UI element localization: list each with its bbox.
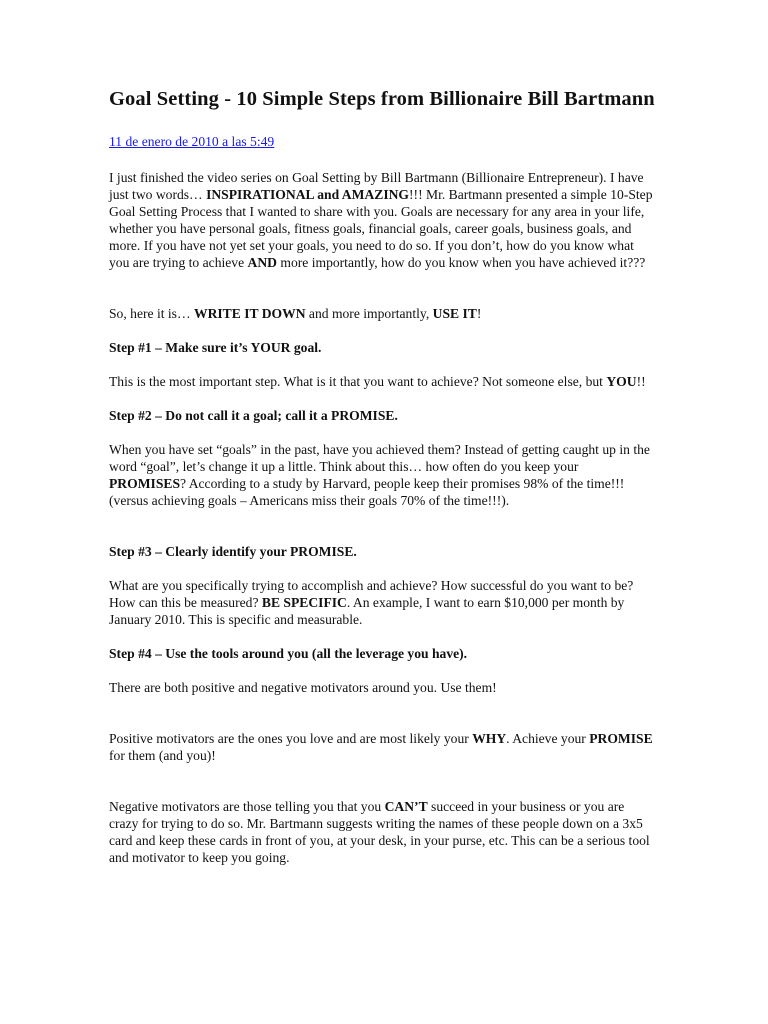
step4-paragraph: There are both positive and negative motivators around you. Use them! <box>109 680 497 695</box>
intro-bold-1: INSPIRATIONAL and AMAZING <box>206 187 410 202</box>
step3-text-1: What are you specifically trying to accomplish and achieve? How successful do you want to be? How can this be measured? <box>109 578 634 610</box>
positive-bold-2: PROMISE <box>589 731 653 746</box>
article <box>109 86 657 866</box>
here-text-2: and more importantly, <box>305 306 433 321</box>
here-bold-1: WRITE IT DOWN <box>193 306 306 321</box>
here-paragraph <box>109 305 657 322</box>
step2-heading-text: Step #2 – Do not call it a goal; call it a PROMISE. <box>109 408 398 423</box>
negative-text-2: succeed in your business or you are crazy for trying to do so. Mr. Bartmann suggests writing the names of these people down on a 3x5 card and keep these cards in front of you, at your desk, in your purse, etc. This can be a serious tool and motivator to keep you going. <box>109 799 650 865</box>
step2-heading <box>109 407 657 424</box>
step3-paragraph <box>109 577 657 628</box>
step3-text-2: . An example, I want to earn $10,000 per month by January 2010. This is specific and measurable. <box>109 595 625 627</box>
step2-text-1: When you have set “goals” in the past, have you achieved them? Instead of getting caught up in the word “goal”, let’s change it up a little. Think about this… how often do you keep your <box>109 442 650 474</box>
here-bold-2: USE IT <box>432 306 477 321</box>
step1-bold-1: YOU <box>606 374 637 389</box>
step1-heading-text: Step #1 – Make sure it’s YOUR goal. <box>109 340 322 355</box>
negative-paragraph <box>109 798 657 866</box>
step1-heading <box>109 339 657 356</box>
step4-heading-text: Step #4 – Use the tools around you (all the leverage you have). <box>109 646 468 661</box>
here-text-1: So, here it is… <box>109 306 194 321</box>
here-text-3: ! <box>476 306 482 321</box>
positive-bold-1: WHY <box>472 731 507 746</box>
step1-text-2: !! <box>636 374 646 389</box>
step2-text-2: ? According to a study by Harvard, people keep their promises 98% of the time!!! (versus achieving goals – Americans miss their goals 70% of the time!!!). <box>109 476 625 508</box>
step4-heading <box>109 645 657 662</box>
article-title: Goal Setting - 10 Simple Steps from Billionaire Bill Bartmann <box>109 88 655 110</box>
step2-bold-1: PROMISES <box>109 476 181 491</box>
step2-paragraph <box>109 441 657 509</box>
step1-text-1: This is the most important step. What is it that you want to achieve? Not someone else, but <box>109 374 607 389</box>
negative-bold-1: CAN’T <box>384 799 428 814</box>
date-link[interactable]: 11 de enero de 2010 a las 5:49 <box>109 134 275 149</box>
negative-text-1: Negative motivators are those telling you that you <box>109 799 385 814</box>
intro-text-2: !!! Mr. Bartmann presented a simple 10-Step Goal Setting Process that I wanted to share with you. Goals are necessary for any area in your life, whether you have personal goals, fitness goals, financial goals, career goals, business goals, and more. If you have not yet set your goals, you need to do so. If you don’t, how do you know what you are trying to achieve <box>109 187 653 270</box>
intro-paragraph <box>109 169 657 271</box>
positive-text-1: Positive motivators are the ones you love and are most likely your <box>109 731 473 746</box>
positive-text-3: for them (and you)! <box>109 748 216 763</box>
positive-text-2: . Achieve your <box>506 731 590 746</box>
intro-text-3: more importantly, how do you know when you have achieved it??? <box>276 255 646 270</box>
intro-text-1: I just finished the video series on Goal Setting by Bill Bartmann (Billionaire Entrepreneur). I have just two words… <box>109 170 644 202</box>
positive-paragraph <box>109 730 657 764</box>
step3-heading <box>109 543 657 560</box>
intro-bold-2: AND <box>247 255 277 270</box>
step3-bold-1: BE SPECIFIC <box>261 595 347 610</box>
step3-heading-text: Step #3 – Clearly identify your PROMISE. <box>109 544 357 559</box>
step1-paragraph <box>109 373 657 390</box>
